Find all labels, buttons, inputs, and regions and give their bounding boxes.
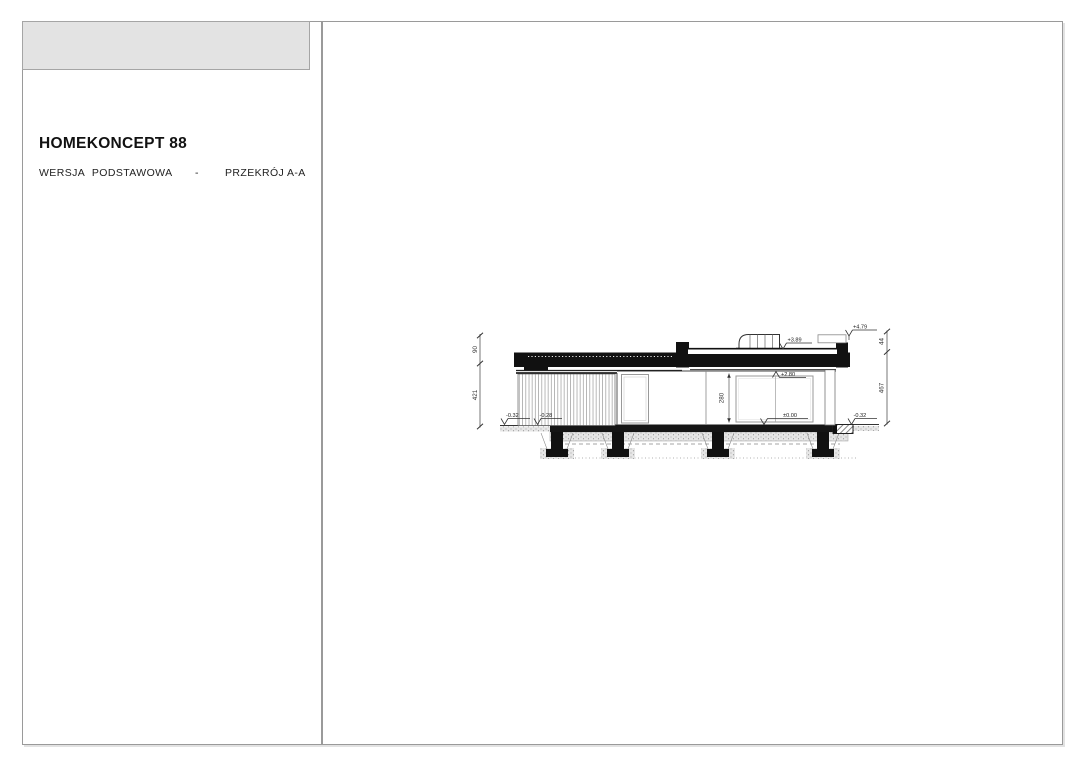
dim-467: 467 [878,382,886,394]
project-subtitle [39,167,329,183]
right-wall [825,367,835,425]
level-marker [780,338,813,349]
dim-280: 280 [718,392,726,404]
level-marker [848,413,877,424]
level-marker [846,325,878,340]
section-label: PRZEKRÓJ A-A [225,167,306,179]
level-plus-280: +2.80 [781,372,796,379]
subtitle-separator: - [195,167,199,179]
glass-door [622,375,649,424]
level-plus-389: +3.89 [787,337,802,344]
level-zero: ±0.00 [783,413,797,420]
project-title: HOMEKONCEPT 88 [39,135,188,152]
dimension-room-height [719,374,731,423]
title-block-panel [22,21,322,745]
version-label: WERSJA PODSTAWOWA [39,167,173,179]
dimension-line-left [472,333,483,430]
dim-421: 421 [471,389,479,401]
roof-parapet-left [676,342,689,368]
title-block-header-box [22,21,310,70]
skylight [736,335,783,349]
level-plus-479: +4.79 [853,324,868,331]
parapet-cap [818,335,846,343]
foundation [540,425,858,460]
level-minus-032-right: -0.32 [853,413,867,420]
cross-section-drawing [460,298,900,470]
timber-clad-wall [518,374,615,426]
level-minus-028: -0.28 [539,413,553,420]
dim-44: 44 [878,337,886,346]
dimension-line-right [879,329,890,427]
roof-parapet-right [836,343,848,368]
level-minus-032-left: -0.32 [506,413,519,420]
dim-90: 90 [471,345,479,354]
terrace-edge [833,425,853,434]
large-window [736,376,813,422]
